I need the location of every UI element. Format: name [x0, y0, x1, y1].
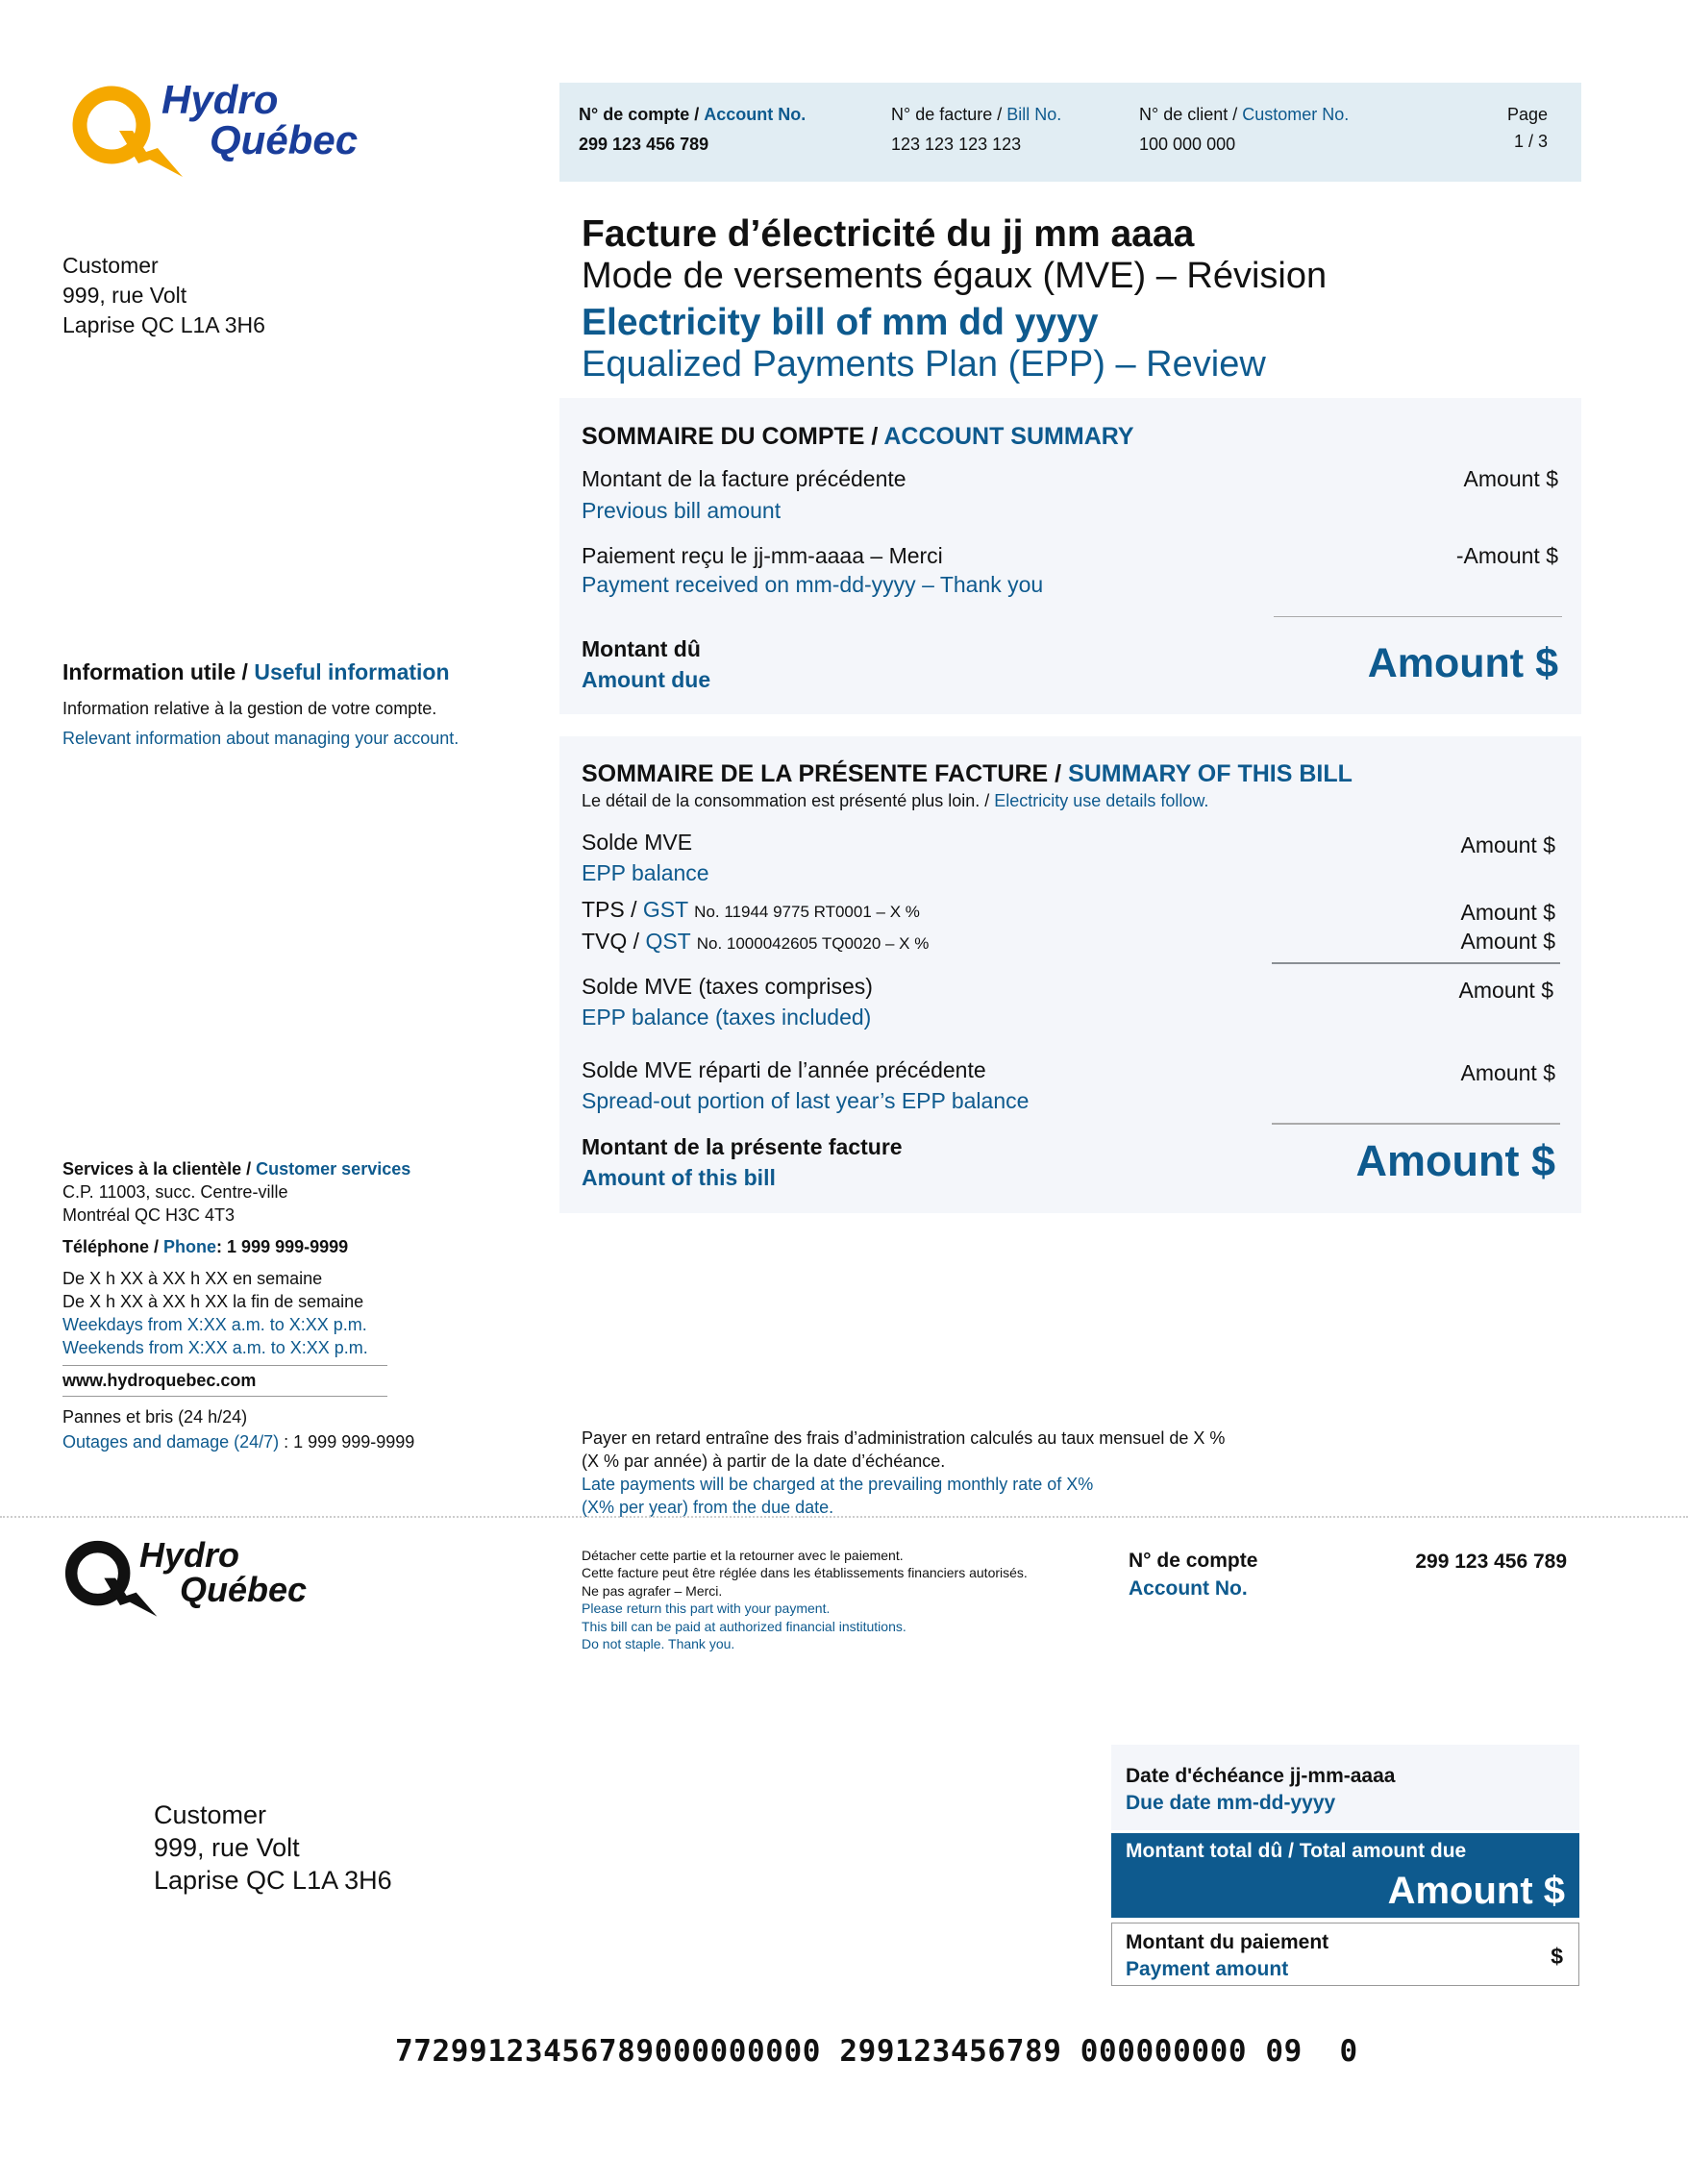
services-phone: [62, 1236, 348, 1257]
stub-instruction-en-3: Do not staple. Thank you.: [582, 1636, 735, 1651]
ocr-scanline: 77299123456789000000000 299123456789 000000000 09 0: [395, 2034, 1358, 2069]
epp-balance-label-fr: Solde MVE: [582, 830, 693, 855]
qst-amount: Amount $: [1460, 929, 1555, 954]
bill-number-label: [891, 104, 1061, 125]
hours-weekend-en: Weekends from X:XX a.m. to X:XX p.m.: [62, 1338, 368, 1357]
gst-number: No. 11944 9775 RT0001 – X %: [694, 903, 920, 921]
account-number-label: [579, 104, 806, 125]
logo-text-quebec: Québec: [210, 117, 359, 162]
late-notice-en-1: Late payments will be charged at the prevailing monthly rate of X%: [582, 1475, 1094, 1494]
label-en: Bill No.: [1006, 105, 1062, 124]
spread-amount: Amount $: [1460, 1060, 1555, 1085]
subtext-en: Electricity use details follow.: [994, 791, 1209, 810]
logo-text-quebec: Québec: [180, 1570, 308, 1609]
heading-en: Useful information: [254, 659, 450, 684]
stub-instruction-en-1: Please return this part with your payment.: [582, 1601, 831, 1616]
divider: [1272, 1123, 1560, 1125]
label-en: Customer No.: [1242, 105, 1350, 124]
qst-number: No. 1000042605 TQ0020 – X %: [696, 934, 930, 953]
bill-summary-subtext: [582, 790, 1208, 811]
bill-summary-heading: [582, 760, 1353, 788]
mail-customer-street: 999, rue Volt: [154, 1833, 300, 1862]
hydro-quebec-logo-black: [62, 1536, 312, 1617]
label-en: Account No.: [704, 105, 807, 124]
logo-text-hydro: Hydro: [139, 1535, 240, 1575]
payment-currency-symbol: $: [1551, 1944, 1563, 1969]
qst-en: QST: [645, 929, 691, 954]
bill-total-amount: Amount $: [1355, 1136, 1555, 1185]
gst-line: [582, 896, 920, 926]
heading-fr: Information utile /: [62, 659, 248, 684]
due-date-en: Due date mm-dd-yyyy: [1126, 1792, 1336, 1814]
late-notice-fr-1: Payer en retard entraîne des frais d’administration calculés au taux mensuel de X %: [582, 1428, 1226, 1448]
spread-label-fr: Solde MVE réparti de l’année précédente: [582, 1057, 986, 1082]
amount-due-label-en: Amount due: [582, 667, 711, 692]
due-date-fr: Date d'échéance jj-mm-aaaa: [1126, 1765, 1396, 1787]
payment-received-label-en: Payment received on mm-dd-yyyy – Thank you: [582, 572, 1044, 597]
divider: [1272, 962, 1560, 964]
customer-street: 999, rue Volt: [62, 283, 187, 308]
useful-info-text-en: Relevant information about managing your account.: [62, 729, 459, 748]
bill-total-label-fr: Montant de la présente facture: [582, 1134, 903, 1159]
epp-taxes-label-fr: Solde MVE (taxes comprises): [582, 974, 873, 999]
logo-text-hydro: Hydro: [161, 77, 279, 122]
previous-bill-label-fr: Montant de la facture précédente: [582, 466, 906, 491]
label-fr: N° de compte /: [579, 105, 700, 124]
account-number-value: 299 123 456 789: [579, 135, 709, 154]
gst-en: GST: [642, 897, 688, 922]
stub-account-label-fr: N° de compte: [1129, 1550, 1258, 1572]
amount-due-value: Amount $: [1367, 640, 1558, 686]
outages-line: [62, 1431, 414, 1452]
total-amount-due-value: Amount $: [1387, 1870, 1565, 1912]
customer-city: Laprise QC L1A 3H6: [62, 312, 265, 337]
mail-customer-city: Laprise QC L1A 3H6: [154, 1866, 392, 1895]
page-label: Page: [1506, 105, 1548, 124]
customer-name: Customer: [62, 253, 159, 278]
phone-number: : 1 999 999-9999: [216, 1237, 349, 1256]
stub-account-label-en: Account No.: [1129, 1577, 1248, 1600]
services-heading: [62, 1158, 410, 1179]
stub-instruction-fr-1: Détacher cette partie et la retourner avec le paiement.: [582, 1548, 904, 1563]
previous-bill-label-en: Previous bill amount: [582, 498, 782, 523]
payment-amount-label-fr: Montant du paiement: [1126, 1931, 1329, 1953]
bill-number-value: 123 123 123 123: [891, 135, 1022, 154]
late-notice-fr-2: (X % par année) à partir de la date d’échéance.: [582, 1452, 946, 1471]
epp-balance-label-en: EPP balance: [582, 860, 709, 885]
customer-number-label: [1139, 104, 1349, 125]
gst-amount: Amount $: [1460, 900, 1555, 925]
hours-weekday-fr: De X h XX à XX h XX en semaine: [62, 1269, 323, 1288]
useful-info-text-fr: Information relative à la gestion de votre compte.: [62, 699, 437, 718]
outages-en: Outages and damage (24/7): [62, 1432, 280, 1452]
previous-bill-amount: Amount $: [1463, 466, 1558, 491]
bill-title-fr: Facture d’électricité du jj mm aaaa: [582, 213, 1195, 255]
services-address-1: C.P. 11003, succ. Centre-ville: [62, 1182, 288, 1202]
heading-fr: SOMMAIRE DE LA PRÉSENTE FACTURE /: [582, 760, 1062, 787]
qst-fr: TVQ /: [582, 929, 640, 954]
website-link[interactable]: www.hydroquebec.com: [62, 1371, 257, 1390]
hydro-quebec-logo: [69, 77, 377, 177]
subtext-fr: Le détail de la consommation est présenté plus loin. /: [582, 791, 990, 810]
heading-fr: Services à la clientèle /: [62, 1159, 252, 1179]
phone-en: Phone: [163, 1237, 217, 1256]
outages-number: : 1 999 999-9999: [279, 1432, 415, 1452]
epp-taxes-label-en: EPP balance (taxes included): [582, 1005, 872, 1030]
late-notice-en-2: (X% per year) from the due date.: [582, 1498, 834, 1517]
phone-fr: Téléphone /: [62, 1237, 160, 1256]
outages-fr: Pannes et bris (24 h/24): [62, 1407, 248, 1427]
divider: [62, 1365, 387, 1366]
heading-en: ACCOUNT SUMMARY: [883, 423, 1134, 450]
account-summary-heading: [582, 423, 1134, 451]
heading-en: SUMMARY OF THIS BILL: [1068, 760, 1353, 787]
amount-due-label-fr: Montant dû: [582, 636, 701, 661]
qst-line: [582, 928, 929, 957]
stub-account-value: 299 123 456 789: [1415, 1551, 1567, 1573]
bill-subtitle-fr: Mode de versements égaux (MVE) – Révision: [582, 256, 1328, 296]
useful-info-heading: [62, 659, 450, 685]
hours-weekday-en: Weekdays from X:XX a.m. to X:XX p.m.: [62, 1315, 367, 1334]
label-fr: N° de client /: [1139, 105, 1238, 124]
customer-number-value: 100 000 000: [1139, 135, 1236, 154]
epp-balance-amount: Amount $: [1460, 832, 1555, 857]
epp-taxes-amount: Amount $: [1458, 978, 1553, 1003]
payment-received-label-fr: Paiement reçu le jj-mm-aaaa – Merci: [582, 543, 943, 568]
stub-instruction-fr-2: Cette facture peut être réglée dans les établissements financiers autorisés.: [582, 1565, 1028, 1580]
bill-total-label-en: Amount of this bill: [582, 1165, 776, 1190]
page-value: 1 / 3: [1513, 132, 1548, 151]
divider: [1274, 616, 1562, 617]
hours-weekend-fr: De X h XX à XX h XX la fin de semaine: [62, 1292, 364, 1311]
stub-instruction-en-2: This bill can be paid at authorized financial institutions.: [582, 1619, 906, 1634]
mail-customer-name: Customer: [154, 1800, 267, 1829]
payment-received-amount: -Amount $: [1455, 543, 1558, 568]
services-address-2: Montréal QC H3C 4T3: [62, 1205, 236, 1225]
gst-fr: TPS /: [582, 897, 637, 922]
bill-title-en: Electricity bill of mm dd yyyy: [582, 302, 1099, 343]
tear-off-line: [0, 1516, 1688, 1518]
total-amount-due-label: Montant total dû / Total amount due: [1126, 1840, 1467, 1862]
bill-subtitle-en: Equalized Payments Plan (EPP) – Review: [582, 344, 1266, 385]
spread-label-en: Spread-out portion of last year’s EPP balance: [582, 1088, 1030, 1113]
divider: [62, 1396, 387, 1397]
payment-amount-label-en: Payment amount: [1126, 1958, 1289, 1980]
account-header-band: [559, 83, 1581, 182]
stub-instruction-fr-3: Ne pas agrafer – Merci.: [582, 1583, 723, 1599]
heading-en: Customer services: [256, 1159, 411, 1179]
label-fr: N° de facture /: [891, 105, 1003, 124]
heading-fr: SOMMAIRE DU COMPTE /: [582, 423, 879, 450]
